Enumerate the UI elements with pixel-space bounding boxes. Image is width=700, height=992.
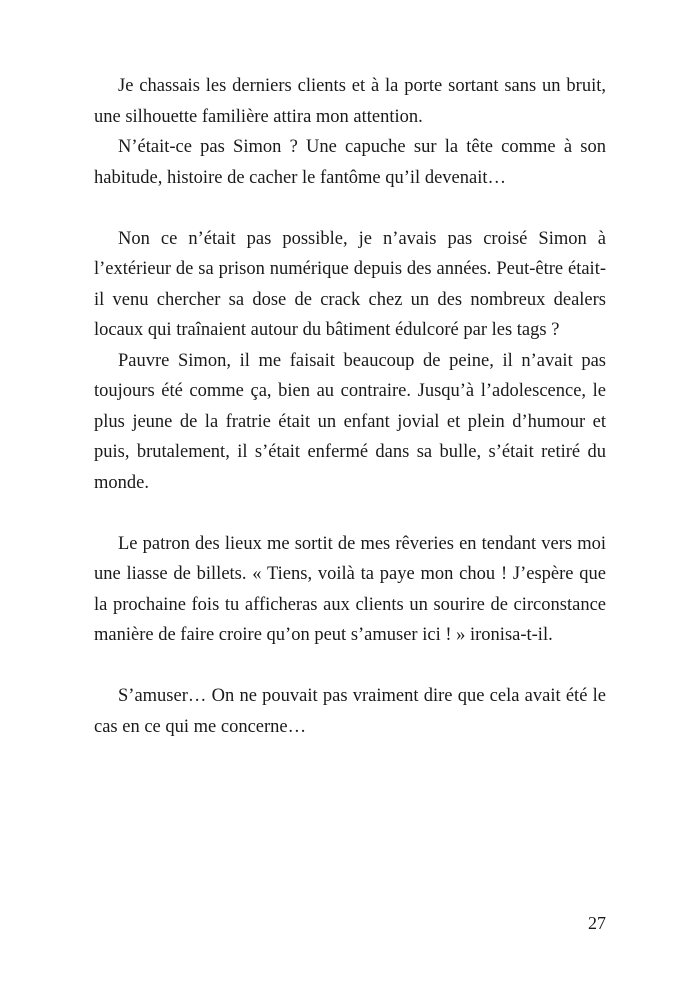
body-text bbox=[94, 71, 606, 742]
paragraph-break bbox=[94, 651, 606, 682]
paragraph-5: Le patron des lieux me sortit de mes rêveries en tendant vers moi une liasse de billets. « Tiens, voilà ta paye mon chou ! J’espère que la prochaine fois tu afficheras aux clients un sourire de circonstance manière de faire croire qu’on peut s’amuser ici ! » ironisa-t-il. bbox=[94, 533, 606, 645]
paragraph-1: Je chassais les derniers clients et à la porte sortant sans un bruit, une silhouette familière attira mon attention. bbox=[94, 76, 606, 127]
paragraph-break bbox=[94, 193, 606, 224]
page-number: 27 bbox=[588, 913, 606, 933]
paragraph-2: N’était-ce pas Simon ? Une capuche sur la tête comme à son habitude, histoire de cacher le fantôme qu’il devenait… bbox=[94, 137, 606, 188]
paragraph-3: Non ce n’était pas possible, je n’avais pas croisé Simon à l’extérieur de sa prison numérique depuis des années. Peut-être était-il venu chercher sa dose de crack chez un des nombreux dealers locaux qui traînaient autour du bâtiment édulcoré par les tags ? bbox=[94, 228, 606, 340]
paragraph-6: S’amuser… On ne pouvait pas vraiment dire que cela avait été le cas en ce qui me concerne… bbox=[94, 686, 606, 737]
paragraph-4: Pauvre Simon, il me faisait beaucoup de peine, il n’avait pas toujours été comme ça, bien au contraire. Jusqu’à l’adolescence, le plus jeune de la fratrie était un enfant jovial et plein d’humour et puis, brutalement, il s’était enfermé dans sa bulle, s’était retiré du monde. bbox=[94, 350, 606, 493]
paragraph-break bbox=[94, 498, 606, 529]
